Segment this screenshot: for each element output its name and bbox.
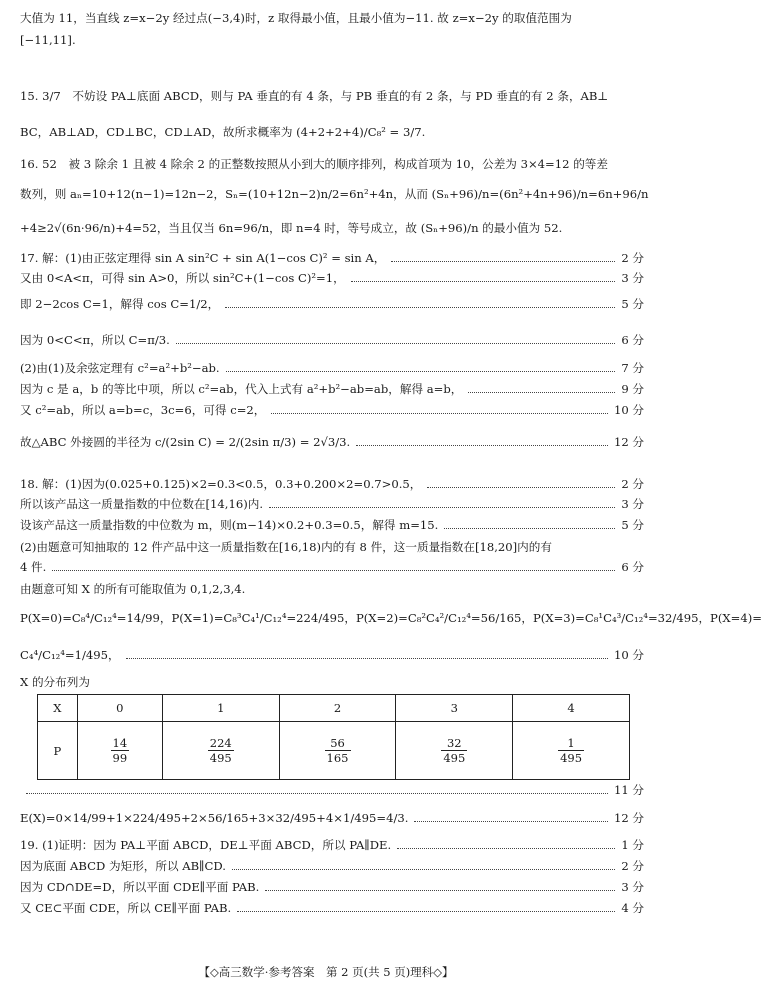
score-label: 3 分 [621,497,644,511]
text-line: X 的分布列为 [20,675,90,689]
table-row [38,722,630,780]
text-line: 数列，则 aₙ=10+12(n−1)=12n−2，Sₙ=(10+12n−2)n/2=6n²+4n，从而 (Sₙ+96)/n=(6n²+4n+96)/n=6n+96/n [20,187,649,201]
score-line: 又 CE⊂平面 CDE，所以 CE∥平面 PAB. 4 分 [20,901,644,915]
table-cell: $\frac{56}{165}$ [279,722,396,780]
score-label: 2 分 [621,477,644,491]
score-label: 6 分 [621,560,644,574]
score-label: 10 分 [613,648,644,662]
page-footer: 【◇高三数学·参考答案 第 2 页(共 5 页)理科◇】 [198,965,454,979]
score-line: C₄⁴/C₁₂⁴=1/495， 10 分 [20,648,644,662]
problem-17-line: 17. 解：(1)由正弦定理得 sin A sin²C + sin A(1−cos C)² = sin A， 2 分 [20,251,644,265]
text-line: 大值为 11，当直线 z=x−2y 经过点(−3,4)时，z 取得最小值，且最小值为−11. 故 z=x−2y 的取值范围为 [20,11,572,25]
table-cell: P [38,722,78,780]
score-label: 12 分 [613,811,644,825]
score-label: 12 分 [613,435,644,449]
score-line: 故△ABC 外接圆的半径为 c/(2sin C) = 2/(2sin π/3) = 2√3/3. 12 分 [20,435,644,449]
score-line: 因为 0<C<π，所以 C=π/3. 6 分 [20,333,644,347]
table-cell: X [38,695,78,722]
score-label: 5 分 [621,518,644,532]
score-label: 2 分 [621,859,644,873]
table-cell: 0 [77,695,162,722]
score-line: 即 2−2cos C=1，解得 cos C=1/2， 5 分 [20,297,644,311]
score-label: 4 分 [621,901,644,915]
score-line: 4 件. 6 分 [20,560,644,574]
table-cell: 4 [513,695,630,722]
text-line: +4≥2√(6n·96/n)+4=52，当且仅当 6n=96/n，即 n=4 时，等号成立，故 (Sₙ+96)/n 的最小值为 52. [20,221,563,235]
score-label: 11 分 [613,783,644,797]
problem-18-line: 18. 解：(1)因为(0.025+0.125)×2=0.3<0.5，0.3+0.200×2=0.7>0.5， 2 分 [20,477,644,491]
score-line: E(X)=0×14/99+1×224/495+2×56/165+3×32/495+4×1/495=4/3. 12 分 [20,811,644,825]
table-cell: $\frac{14}{99}$ [77,722,162,780]
text-line: (2)由题意可知抽取的 12 件产品中这一质量指数在[16,18)内的有 8 件，这一质量指数在[18,20]内的有 [20,540,552,554]
score-label: 6 分 [621,333,644,347]
score-label: 5 分 [621,297,644,311]
score-line [20,782,644,798]
score-label: 3 分 [621,880,644,894]
score-label: 1 分 [621,838,644,852]
table-cell: 1 [162,695,279,722]
table-header-row [38,695,630,722]
problem-19-line: 19. (1)证明：因为 PA⊥平面 ABCD，DE⊥平面 ABCD，所以 PA∥DE. 1 分 [20,838,644,852]
score-line: 因为 CD∩DE=D，所以平面 CDE∥平面 PAB. 3 分 [20,880,644,894]
table-cell: 2 [279,695,396,722]
score-label: 7 分 [621,361,644,375]
problem-15-line: 15. 3/7 不妨设 PA⊥底面 ABCD，则与 PA 垂直的有 4 条，与 PB 垂直的有 2 条，与 PD 垂直的有 2 条，AB⊥ [20,89,609,103]
score-line: 又 c²=ab，所以 a=b=c，3c=6，可得 c=2， 10 分 [20,403,644,417]
text-line: P(X=0)=C₈⁴/C₁₂⁴=14/99，P(X=1)=C₈³C₄¹/C₁₂⁴=224/495，P(X=2)=C₈²C₄²/C₁₂⁴=56/165，P(X=3)=C₈¹C₄³/C₁₂⁴=32/495，P(X=4)= [20,611,762,625]
table-cell: 3 [396,695,513,722]
table-cell: $\frac{224}{495}$ [162,722,279,780]
table-cell: $\frac{1}{495}$ [513,722,630,780]
score-line: 因为 c 是 a，b 的等比中项，所以 c²=ab，代入上式有 a²+b²−ab=ab，解得 a=b， 9 分 [20,382,644,396]
text-line: BC，AB⊥AD，CD⊥BC，CD⊥AD，故所求概率为 (4+2+2+4)/C₈² = 3/7. [20,125,426,139]
score-line: 所以该产品这一质量指数的中位数在[14,16)内. 3 分 [20,497,644,511]
score-line: 设该产品这一质量指数的中位数为 m，则(m−14)×0.2+0.3=0.5，解得 m=15. 5 分 [20,518,644,532]
distribution-table [37,694,630,780]
score-label: 9 分 [621,382,644,396]
score-line: (2)由(1)及余弦定理有 c²=a²+b²−ab. 7 分 [20,361,644,375]
table-cell: $\frac{32}{495}$ [396,722,513,780]
score-label: 3 分 [621,271,644,285]
score-label: 10 分 [613,403,644,417]
text-line: [−11,11]. [20,33,76,47]
score-line: 因为底面 ABCD 为矩形，所以 AB∥CD. 2 分 [20,859,644,873]
score-label: 2 分 [621,251,644,265]
problem-16-line: 16. 52 被 3 除余 1 且被 4 除余 2 的正整数按照从小到大的顺序排列，构成首项为 10，公差为 3×4=12 的等差 [20,157,608,171]
score-line: 又由 0<A<π，可得 sin A>0，所以 sin²C+(1−cos C)²=1， 3 分 [20,271,644,285]
text-line: 由题意可知 X 的所有可能取值为 0,1,2,3,4. [20,582,246,596]
